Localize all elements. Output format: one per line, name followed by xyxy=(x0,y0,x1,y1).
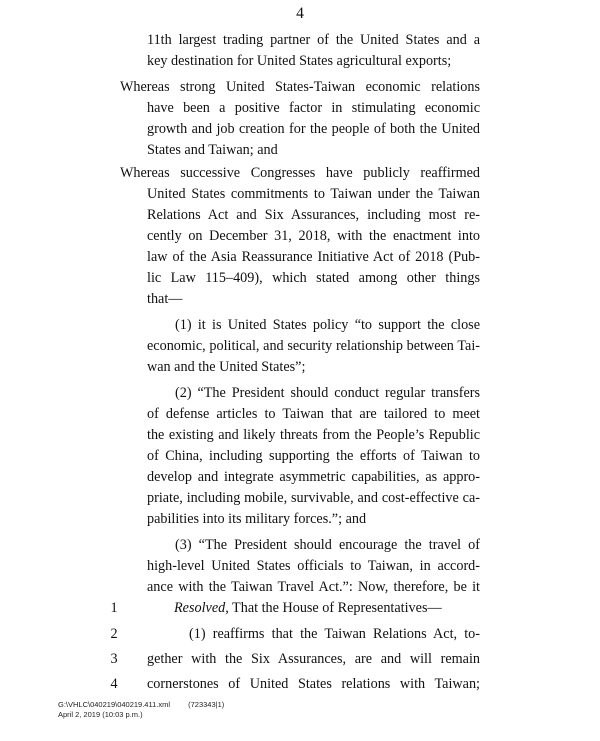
body-line: cently on December 31, 2018, with the enactment into xyxy=(147,228,480,244)
body-line: key destination for United States agricultural exports; xyxy=(147,53,452,69)
body-line: law of the Asia Reassurance Initiative Act of 2018 (Pub- xyxy=(147,249,480,265)
footer-code: (723343|1) xyxy=(188,700,225,709)
body-line: priate, including mobile, survivable, and cost-effective ca- xyxy=(147,490,480,506)
body-line: that— xyxy=(147,291,183,307)
body-line: Whereas successive Congresses have publicly reaffirmed xyxy=(120,165,480,181)
body-line: develop and integrate asymmetric capabilities, as appro- xyxy=(147,469,480,485)
resolution-line-3: gether with the Six Assurances, are and will remain xyxy=(147,651,480,667)
footer-date: April 2, 2019 (10:03 p.m.) xyxy=(58,710,143,719)
resolution-line-4: cornerstones of United States relations with Taiwan; xyxy=(147,676,480,692)
line-number-1: 1 xyxy=(110,600,118,616)
body-line: (1) it is United States policy “to support the close xyxy=(175,317,480,333)
body-line: have been a positive factor in stimulating economic xyxy=(147,100,480,116)
line-number-4: 4 xyxy=(110,676,118,692)
body-line: (2) “The President should conduct regular transfers xyxy=(175,385,480,401)
body-line: growth and job creation for the people of both the United xyxy=(147,121,480,137)
body-line: of defense articles to Taiwan that are tailored to meet xyxy=(147,406,480,422)
resolved-word: Resolved, xyxy=(174,600,229,616)
page-number: 4 xyxy=(296,5,304,22)
body-line: the existing and likely threats from the People’s Republic xyxy=(147,427,480,443)
resolved-clause xyxy=(174,599,442,617)
body-line: Whereas strong United States-Taiwan economic relations xyxy=(120,79,480,95)
body-line: of China, including supporting the efforts of Taiwan to xyxy=(147,448,480,464)
body-line: pabilities into its military forces.”; and xyxy=(147,511,367,527)
line-number-3: 3 xyxy=(110,651,118,667)
body-line: (3) “The President should encourage the travel of xyxy=(175,537,480,553)
body-line: economic, political, and security relationship between Tai- xyxy=(147,338,480,354)
resolved-text: That the House of Representatives— xyxy=(228,600,442,616)
body-line: ance with the Taiwan Travel Act.”: Now, therefore, be it xyxy=(147,579,480,595)
line-number-2: 2 xyxy=(110,626,118,642)
footer-path: G:\VHLC\040219\040219.411.xml xyxy=(58,700,171,709)
body-line: lic Law 115–409), which stated among other things xyxy=(147,270,480,286)
footer-file-path xyxy=(58,700,224,710)
body-line: United States commitments to Taiwan under the Taiwan xyxy=(147,186,480,202)
body-line: wan and the United States”; xyxy=(147,359,306,375)
body-line: 11th largest trading partner of the United States and a xyxy=(147,32,480,48)
body-line: Relations Act and Six Assurances, including most re- xyxy=(147,207,480,223)
body-line: States and Taiwan; and xyxy=(147,142,278,158)
resolution-line-2: (1) reaffirms that the Taiwan Relations Act, to- xyxy=(189,626,480,642)
body-line: high-level United States officials to Taiwan, in accord- xyxy=(147,558,480,574)
